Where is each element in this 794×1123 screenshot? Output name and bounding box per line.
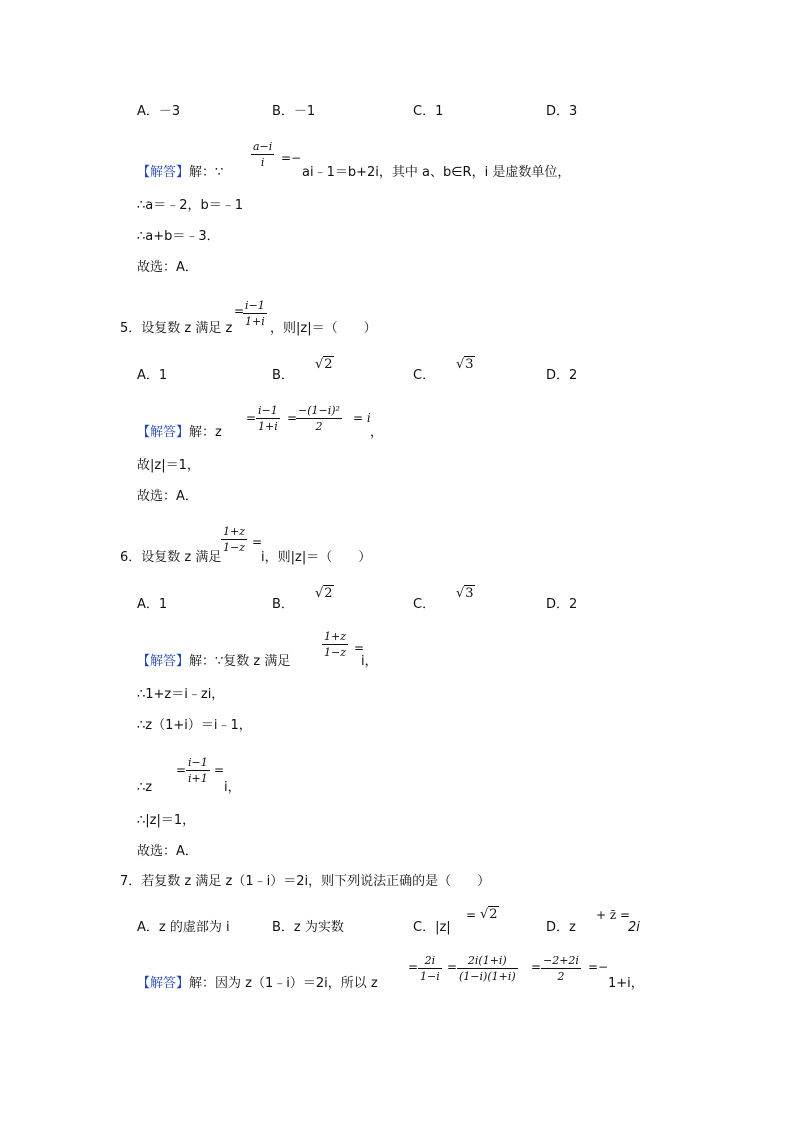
- q5-option-b-sqrt: √2: [315, 357, 333, 372]
- q5-answer-line3: 故选：A．: [137, 489, 198, 504]
- q7-option-d: D．z: [546, 920, 576, 935]
- q6-answer-line5: ∴|z|＝1，: [137, 813, 196, 828]
- q6-option-b-sqrt: √2: [315, 586, 333, 601]
- q7-expr-tail: 1+i，: [608, 976, 644, 991]
- q5-option-c-sqrt: √3: [456, 357, 474, 372]
- q7-expr-fraction3: −2+2i 2: [543, 954, 579, 983]
- q6-answer-intro: 【解答】解：∵复数 z 满足: [137, 654, 291, 669]
- q5-option-a: A．1: [137, 368, 168, 383]
- answer-tag: 【解答】: [137, 976, 190, 991]
- answer-tag: 【解答】: [137, 425, 190, 440]
- q4-answer-line3: ∴a+b＝﹣3．: [137, 229, 220, 244]
- q6-answer-line4: ∴z: [137, 780, 153, 795]
- q6-line4-fraction: i−1 i+1: [188, 756, 208, 785]
- q4-answer-intro: 【解答】解：∵: [137, 165, 224, 180]
- q6-option-c-sqrt: √3: [456, 586, 474, 601]
- q4-option-d: D．3: [546, 104, 578, 119]
- q7-option-c: C．|z|: [413, 920, 451, 935]
- q6-answer-tail: i，: [361, 654, 378, 669]
- q5-stem-equals: =: [234, 304, 245, 318]
- q6-answer-line3: ∴z（1+i）＝i﹣1，: [137, 718, 252, 733]
- q5-answer-line2: 故|z|＝1，: [137, 458, 200, 473]
- q5-answer-intro: 【解答】解：z: [137, 425, 222, 440]
- q4-answer-line4: 故选：A．: [137, 260, 198, 275]
- q7-expr-eq1: =: [408, 960, 419, 974]
- q5-option-c: C．: [413, 368, 436, 383]
- q5-expr-fraction1: i−1 1+i: [258, 404, 278, 433]
- q5-stem-fraction: i−1 1+i: [245, 299, 265, 328]
- q6-line4-tail: i，: [224, 780, 241, 795]
- q6-stem: 6．设复数 z 满足: [120, 550, 222, 565]
- q5-expr-tail: ，: [370, 425, 384, 440]
- q4-fraction: a−i i: [253, 140, 273, 169]
- q6-answer-line6: 故选：A．: [137, 844, 198, 859]
- q7-stem: 7．若复数 z 满足 z（1﹣i）＝2i，则下列说法正确的是（ ）: [120, 874, 491, 889]
- q7-option-a: A．z 的虚部为 i: [137, 920, 230, 935]
- q7-expr-eq2: =: [447, 960, 458, 974]
- q7-expr-fraction2: 2i(1+i) (1−i)(1+i): [459, 954, 516, 983]
- q6-answer-fraction: 1+z 1−z: [324, 630, 347, 659]
- q6-answer-fraction-equals: =: [354, 641, 365, 655]
- q7-option-c-sqrt: √2: [480, 907, 498, 922]
- answer-tag: 【解答】: [137, 654, 190, 669]
- q5-option-b: B．: [272, 368, 294, 383]
- q5-expr-eq2: =: [287, 411, 298, 425]
- q6-stem-equals: =: [252, 535, 263, 549]
- q4-fraction-equals: =−: [281, 151, 302, 165]
- answer-tag: 【解答】: [137, 165, 190, 180]
- q4-answer-line1: ai﹣1＝b+2i，其中 a、b∈R，i 是虚数单位，: [302, 165, 571, 180]
- q7-option-c-equals: =: [466, 908, 477, 922]
- q6-stem-fraction: 1+z 1−z: [223, 525, 246, 554]
- q6-option-d: D．2: [546, 597, 578, 612]
- q5-stem-tail: ，则|z|＝（ ）: [270, 321, 377, 336]
- q5-stem: 5．设复数 z 满足 z: [120, 321, 233, 336]
- q4-answer-line2: ∴a＝﹣2，b＝﹣1: [137, 198, 244, 213]
- q4-option-b: B．－1: [272, 104, 316, 119]
- q5-expr-result: = i: [353, 411, 371, 425]
- q6-option-a: A．1: [137, 597, 168, 612]
- q7-answer-intro: 【解答】解：因为 z（1﹣i）＝2i，所以 z: [137, 976, 378, 991]
- q6-stem-tail: i，则|z|＝（ ）: [261, 550, 372, 565]
- q7-option-d-tail: 2i: [628, 920, 640, 935]
- q6-answer-line2: ∴1+z＝i﹣zi，: [137, 687, 225, 702]
- q7-expr-result: =−: [588, 960, 609, 974]
- q7-option-d-mid: + z̄ =: [596, 908, 631, 922]
- q5-expr-eq1: =: [246, 411, 257, 425]
- q6-option-c: C．: [413, 597, 436, 612]
- q7-option-b: B．z 为实数: [272, 920, 344, 935]
- q7-expr-fraction1: 2i 1−i: [420, 954, 440, 983]
- q4-option-c: C．1: [413, 104, 444, 119]
- q7-expr-eq3: =: [531, 960, 542, 974]
- q5-expr-fraction2: −(1−i)² 2: [298, 404, 340, 433]
- q6-option-b: B．: [272, 597, 294, 612]
- q4-option-a: A．－3: [137, 104, 181, 119]
- q6-line4-eq2: =: [214, 763, 225, 777]
- q6-line4-eq1: =: [176, 763, 187, 777]
- q5-option-d: D．2: [546, 368, 578, 383]
